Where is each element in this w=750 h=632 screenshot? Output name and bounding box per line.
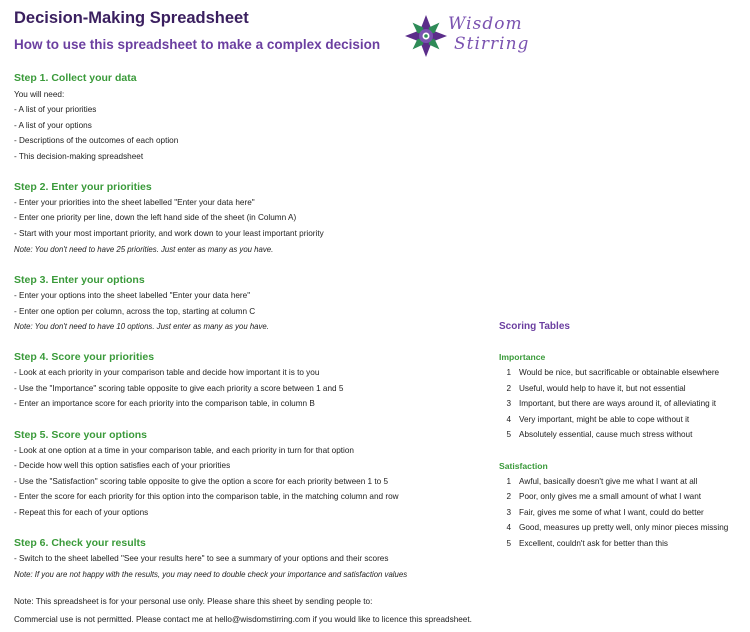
step-1-line: - A list of your priorities [14,105,97,114]
step-2-line: - Enter your priorities into the sheet labelled "Enter your data here" [14,198,255,207]
satisfaction-row [491,477,697,486]
wisdom-stirring-logo [404,14,530,60]
footer-commercial: Commercial use is not permitted. Please contact me at hello@wisdomstirring.com if you would like to licence this spreadsheet. [14,615,472,624]
logo-text-wisdom: Wisdom [448,14,523,34]
flower-mandala-icon [404,14,448,58]
step-6-note: Note: If you are not happy with the results, you may need to double check your importance and satisfaction values [14,570,408,579]
step-5-heading: Step 5. Score your options [14,429,148,441]
step-4-line: - Use the "Importance" scoring table opposite to give each priority a score between 1 and 5 [14,384,344,393]
score-number: 5 [506,430,511,439]
score-number: 3 [506,399,511,408]
step-2-heading: Step 2. Enter your priorities [14,181,152,193]
step-4-heading: Step 4. Score your priorities [14,351,155,363]
score-number: 1 [506,477,511,486]
score-number: 2 [506,384,511,393]
satisfaction-heading: Satisfaction [499,461,548,471]
step-3-line: - Enter your options into the sheet labelled "Enter your data here" [14,291,251,300]
score-description: Useful, would help to have it, but not essential [519,384,686,393]
step-3-note: Note: You don't need to have 10 options. Just enter as many as you have. [14,322,269,331]
score-number: 2 [506,492,511,501]
score-description: Very important, might be able to cope without it [519,415,690,424]
satisfaction-row [491,492,701,501]
step-4-line: - Enter an importance score for each priority into the comparison table, in column B [14,399,315,408]
satisfaction-row [491,523,728,532]
score-description: Excellent, couldn't ask for better than this [519,539,669,548]
scoring-tables-title: Scoring Tables [499,321,570,332]
score-number: 4 [506,523,511,532]
step-1-line: You will need: [14,90,65,99]
step-5-line: - Enter the score for each priority for this option into the comparison table, in the matching column and row [14,492,399,501]
importance-row [491,368,719,377]
step-4-line: - Look at each priority in your comparison table and decide how important it is to you [14,368,320,377]
step-1-line: - This decision-making spreadsheet [14,152,144,161]
importance-row [491,415,689,424]
step-2-line: - Start with your most important priority, and work down to your least important priority [14,229,324,238]
score-description: Would be nice, but sacrificable or obtainable elsewhere [519,368,720,377]
score-description: Fair, gives me some of what I want, could do better [519,508,704,517]
score-description: Absolutely essential, cause much stress without [519,430,693,439]
score-number: 3 [506,508,511,517]
step-5-line: - Look at one option at a time in your comparison table, and each priority in turn for that option [14,446,354,455]
step-1-line: - Descriptions of the outcomes of each option [14,136,179,145]
satisfaction-row [491,508,704,517]
page-title: Decision-Making Spreadsheet [14,9,249,27]
step-1-line: - A list of your options [14,121,92,130]
step-6-line: - Switch to the sheet labelled "See your results here" to see a summary of your options and their scores [14,554,389,563]
score-number: 1 [506,368,511,377]
step-2-line: - Enter one priority per line, down the left hand side of the sheet (in Column A) [14,213,297,222]
step-5-line: - Use the "Satisfaction" scoring table opposite to give the option a score for each priority between 1 to 5 [14,477,389,486]
score-description: Important, but there are ways around it, of alleviating it [519,399,717,408]
score-description: Awful, basically doesn't give me what I want at all [519,477,698,486]
satisfaction-row [491,539,668,548]
step-6-heading: Step 6. Check your results [14,537,146,549]
score-number: 4 [506,415,511,424]
page-subtitle: How to use this spreadsheet to make a complex decision [14,37,381,52]
importance-row [491,399,716,408]
importance-heading: Importance [499,352,546,362]
score-number: 5 [506,539,511,548]
score-description: Good, measures up pretty well, only minor pieces missing [519,523,729,532]
footer-note: Note: This spreadsheet is for your personal use only. Please share this sheet by sending people to: [14,597,373,606]
score-description: Poor, only gives me a small amount of what I want [519,492,702,501]
importance-row [491,430,692,439]
step-3-heading: Step 3. Enter your options [14,274,145,286]
step-3-line: - Enter one option per column, across the top, starting at column C [14,307,256,316]
step-1-heading: Step 1. Collect your data [14,72,137,84]
step-5-line: - Decide how well this option satisfies each of your priorities [14,461,231,470]
step-5-line: - Repeat this for each of your options [14,508,149,517]
importance-row [491,384,686,393]
step-2-note: Note: You don't need to have 25 priorities. Just enter as many as you have. [14,245,274,254]
logo-text-stirring: Stirring [454,34,530,54]
